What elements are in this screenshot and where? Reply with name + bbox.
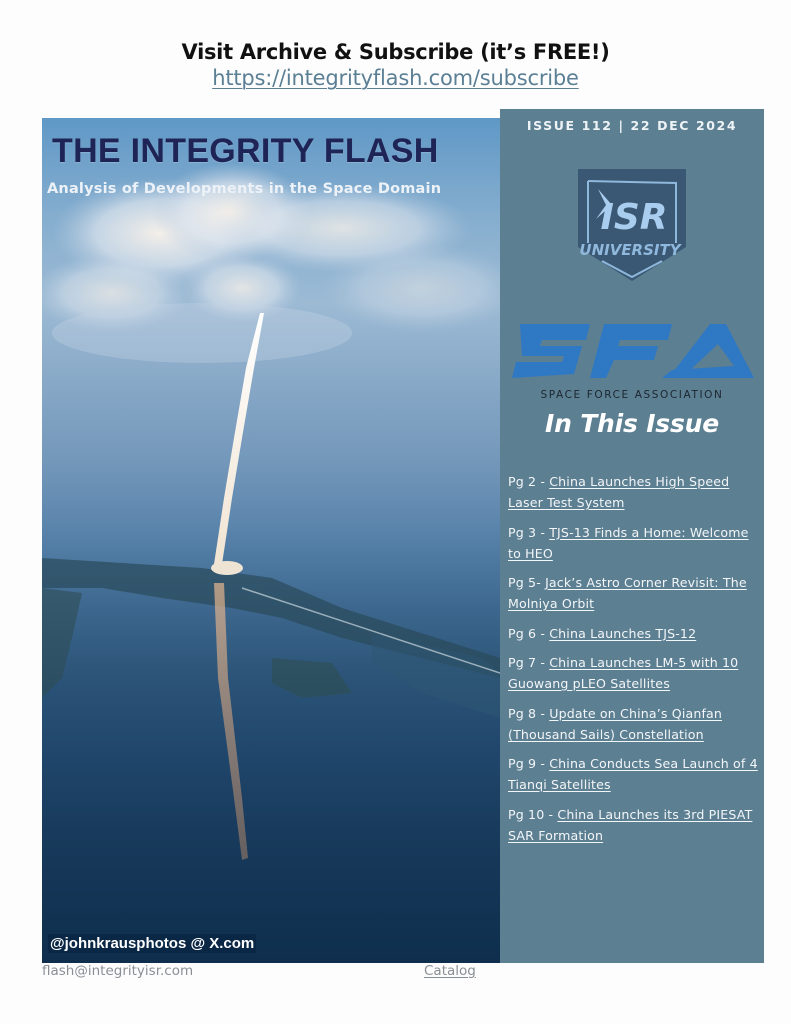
- isr-university-logo-icon: [572, 163, 692, 287]
- toc-page: Pg 2 -: [508, 474, 550, 489]
- table-of-contents: [508, 471, 760, 854]
- toc-link[interactable]: China Launches High Speed Laser Test System: [508, 474, 730, 510]
- toc-link[interactable]: Update on China’s Qianfan (Thousand Sails) Constellation: [508, 705, 723, 742]
- toc-page: Pg 10 -: [508, 806, 558, 822]
- launch-photo-illustration: [42, 118, 500, 963]
- toc-page: Pg 6 -: [508, 625, 550, 641]
- toc-heading: In This Issue: [544, 409, 720, 438]
- toc-page: Pg 7 -: [508, 655, 550, 670]
- sfa-caption: SPACE FORCE ASSOCIATION: [540, 389, 724, 401]
- toc-page: Pg 3 -: [508, 524, 550, 540]
- footer-email[interactable]: flash@integrityisr.com: [42, 963, 194, 979]
- toc-item: [508, 652, 760, 694]
- cover-photo: [42, 118, 500, 963]
- toc-page: Pg 8 -: [508, 705, 550, 721]
- toc-link[interactable]: China Launches LM-5 with 10 Guowang pLEO Satellites: [508, 655, 739, 691]
- footer-catalog-link[interactable]: Catalog: [424, 963, 476, 979]
- issue-info: ISSUE 112 | 22 DEC 2024: [526, 118, 738, 133]
- toc-item: [508, 703, 760, 745]
- masthead-subtitle: Analysis of Developments in the Space Domain: [47, 181, 442, 197]
- toc-item: [508, 522, 760, 564]
- toc-item: [508, 471, 760, 513]
- toc-item: [508, 572, 760, 614]
- toc-item: [508, 804, 760, 846]
- toc-item: [508, 623, 760, 644]
- masthead-title: THE INTEGRITY FLASH: [52, 132, 439, 170]
- svg-text:UNIVERSITY: UNIVERSITY: [579, 241, 681, 259]
- sidebar-panel: [500, 109, 764, 963]
- subscribe-heading: Visit Archive & Subscribe (it’s FREE!): [181, 40, 610, 64]
- svg-text:ISR: ISR: [600, 197, 668, 238]
- toc-page: Pg 9 -: [508, 756, 550, 771]
- toc-link[interactable]: China Launches its 3rd PIESAT SAR Formation: [508, 806, 753, 843]
- subscribe-link[interactable]: https://integrityflash.com/subscribe: [212, 66, 579, 90]
- toc-item: [508, 753, 760, 795]
- toc-link[interactable]: TJS-13 Finds a Home: Welcome to HEO: [508, 524, 749, 561]
- toc-link[interactable]: China Launches TJS-12: [549, 625, 697, 641]
- toc-page: Pg 5-: [508, 575, 546, 590]
- photo-credit: @johnkrausphotos @ X.com: [50, 935, 255, 952]
- toc-link[interactable]: China Conducts Sea Launch of 4 Tianqi Satellites: [508, 756, 758, 792]
- toc-link[interactable]: Jack’s Astro Corner Revisit: The Molniya Orbit: [508, 575, 747, 611]
